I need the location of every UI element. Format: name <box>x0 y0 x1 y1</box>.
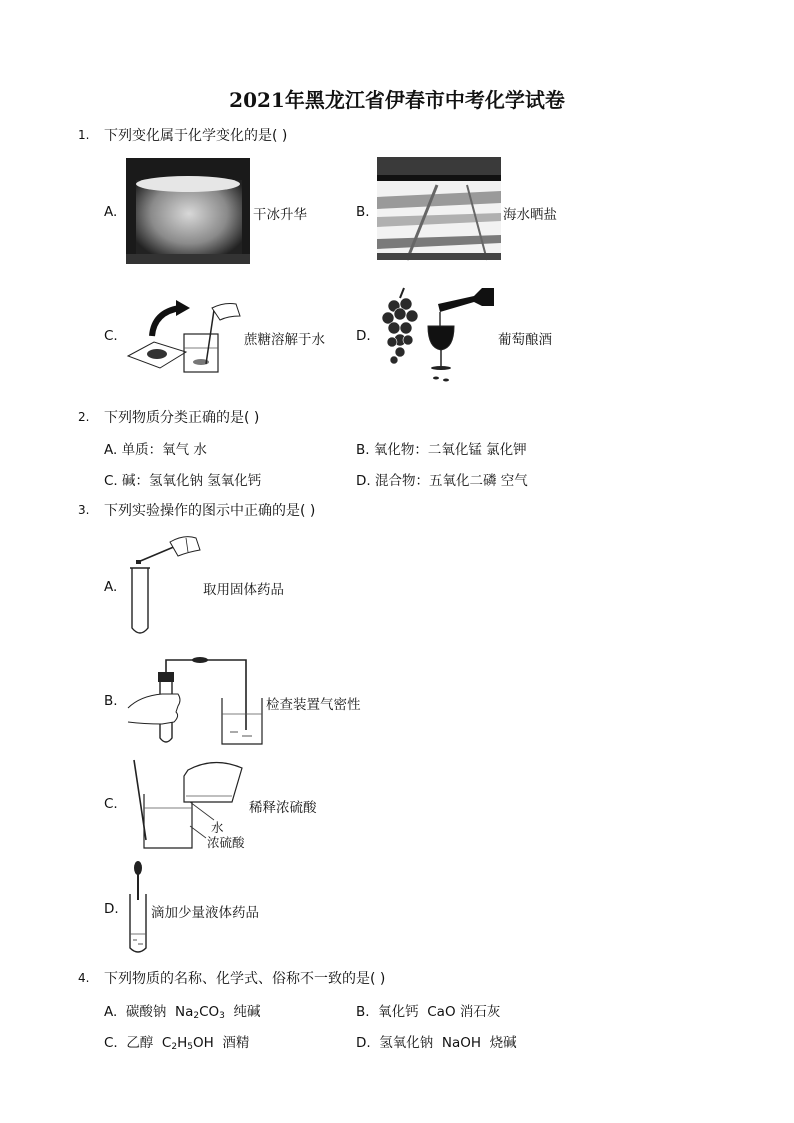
q4-option-a-name: 碳酸钠 <box>125 1004 167 1020</box>
q1-option-b-letter-text[interactable]: B. <box>356 204 370 220</box>
question-1-number: 1. <box>78 128 90 142</box>
q4-option-b[interactable] <box>356 1000 500 1020</box>
q4-option-a-letter: A. <box>104 1004 118 1020</box>
q2-option-b-letter: B. <box>356 442 370 458</box>
q3-option-d-label: 滴加少量液体药品 <box>151 905 259 921</box>
question-2-text: 下列物质分类正确的是( ) <box>104 410 260 426</box>
q2-option-b-label: 氧化物：二氧化锰 氯化钾 <box>373 442 527 458</box>
q1-option-a-letter[interactable]: A. <box>104 204 118 220</box>
q3-option-c-label: 稀释浓硫酸 <box>249 800 317 816</box>
dry-ice-photo <box>126 158 250 264</box>
question-3-number: 3. <box>78 503 90 517</box>
q2-option-c[interactable] <box>104 469 261 489</box>
q4-option-a-formula: $Na_2CO_3$ <box>174 1004 225 1021</box>
sugar-dissolve-drawing <box>124 290 242 378</box>
q3-option-d-letter[interactable]: D. <box>104 901 119 917</box>
q4-option-b-name: 氧化钙 <box>378 1004 419 1020</box>
q2-option-d-label: 混合物：五氧化二磷 空气 <box>374 473 528 489</box>
q4-option-c-formula: $C_2H_5OH$ <box>161 1035 214 1052</box>
question-3-text: 下列实验操作的图示中正确的是( ) <box>104 503 316 519</box>
question-2-number: 2. <box>78 410 90 424</box>
q3-option-c-letter[interactable]: C. <box>104 796 118 812</box>
q2-option-b[interactable] <box>356 438 527 458</box>
q4-option-d-letter: D. <box>356 1035 371 1051</box>
q4-option-c[interactable] <box>104 1031 249 1052</box>
test-tube-solid-drawing <box>126 530 206 640</box>
q1-option-c-letter[interactable]: C. <box>104 328 118 344</box>
dropper-test-tube-drawing <box>124 858 154 958</box>
grapes-wine-drawing <box>374 282 498 386</box>
q4-option-b-formula: CaO <box>427 1004 456 1020</box>
q4-option-c-common: 酒精 <box>222 1035 250 1051</box>
q4-option-b-letter: B. <box>356 1004 370 1020</box>
q1-option-a-label: 干冰升华 <box>253 207 307 223</box>
q1-option-d-letter[interactable]: D. <box>356 328 371 344</box>
q1-option-b-label: 海水晒盐 <box>503 207 557 223</box>
question-1-text: 下列变化属于化学变化的是( ) <box>104 128 288 144</box>
q1-option-c-label: 蔗糖溶解于水 <box>244 332 325 348</box>
q3-option-b-letter[interactable]: B. <box>104 693 118 709</box>
q2-option-a-letter: A. <box>104 442 118 458</box>
q4-option-b-common: 消石灰 <box>459 1004 501 1020</box>
q4-option-d[interactable] <box>356 1031 517 1051</box>
q4-option-d-formula: NaOH <box>441 1035 482 1051</box>
q2-option-c-label: 碱：氢氧化钠 氢氧化钙 <box>122 473 262 489</box>
q2-option-a-label: 单质：氧气 水 <box>121 442 207 458</box>
q3-option-a-label: 取用固体药品 <box>203 582 284 598</box>
q2-option-d-letter: D. <box>356 473 371 489</box>
q1-option-d-label: 葡萄酿酒 <box>498 332 552 348</box>
q4-option-a-common: 纯碱 <box>233 1004 261 1020</box>
q4-option-c-name: 乙醇 <box>126 1035 154 1051</box>
q4-option-a[interactable] <box>104 1000 260 1021</box>
q3-c-water-annotation: 水 <box>211 820 224 835</box>
q3-option-b-label: 检查装置气密性 <box>266 697 361 713</box>
q4-option-d-common: 烧碱 <box>489 1035 517 1051</box>
airtightness-check-drawing <box>126 650 266 750</box>
page-title: 2021年黑龙江省伊春市中考化学试卷 <box>229 88 565 112</box>
sea-salt-photo <box>377 157 501 260</box>
q4-option-c-letter: C. <box>104 1035 118 1051</box>
question-4-number: 4. <box>78 971 90 985</box>
question-4-text: 下列物质的名称、化学式、俗称不一致的是( ) <box>104 971 386 987</box>
q3-option-a-letter[interactable]: A. <box>104 579 118 595</box>
q2-option-d[interactable] <box>356 469 528 489</box>
q4-option-d-name: 氢氧化钠 <box>379 1035 434 1051</box>
q3-c-acid-annotation: 浓硫酸 <box>207 835 245 850</box>
q2-option-c-letter: C. <box>104 473 118 489</box>
q2-option-a[interactable] <box>104 438 207 458</box>
